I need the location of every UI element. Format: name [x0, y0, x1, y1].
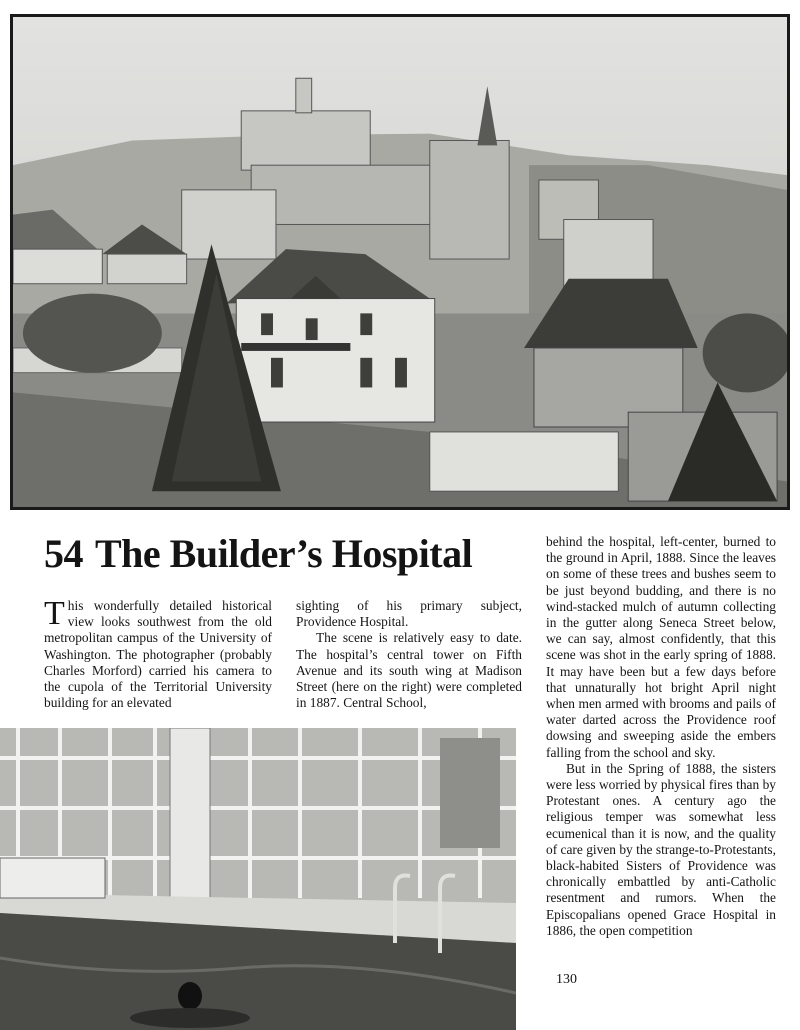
- text-column-1: [44, 595, 272, 711]
- chapter-title: [44, 532, 472, 576]
- paragraph-text: his wonderfully detailed historical view looks southwest from the old metropolitan campus of the University of Washington. The photographer (probably Charles Morford) carried his camera to the cupola of the Territorial University building for an elevated: [44, 598, 272, 711]
- modern-photo-pool: [0, 728, 516, 1030]
- chapter-number: 54: [44, 531, 83, 576]
- paragraph-text: But in the Spring of 1888, the sisters were less worried by physical fires than by Protestant ones. A century ago the religious temper was somewhat less ecumenical than it is now, and the quality of care given by the strange-to-Protestants, black-habited Sisters of Providence was chronically embattled by anti-Catholic resentment and rumors. When the Episcopalians opened Grace Hospital in 1886, the open competition: [546, 760, 776, 938]
- text-column-2: [296, 598, 522, 711]
- historical-photo-hospital: [10, 14, 790, 510]
- drop-cap: T: [44, 595, 65, 632]
- chapter-title-text: The Builder’s Hospital: [95, 531, 473, 576]
- paragraph-text: behind the hospital, left-center, burned to the ground in April, 1888. Since the leaves on some of these trees and bushes seem to be just beyond budding, and there is no wind-stacked mulch of autumn collecting in the gutter along Seneca Street below, we can say, almost confidently, that this scene was shot in the early spring of 1888. It may have been but a few days before that unnaturally hot bright April night when men armed with brooms and pails of water darted across the Providence roof dowsing and sweeping aside the embers falling from the school and sky.: [546, 534, 776, 760]
- page-number: 130: [556, 972, 577, 987]
- text-column-3: [546, 534, 776, 939]
- paragraph-text: sighting of his primary subject, Providence Hospital.: [296, 598, 522, 630]
- paragraph-text: The scene is relatively easy to date. The hospital’s central tower on Fifth Avenue and its south wing at Madison Street (here on the right) were completed in 1887. Central School,: [296, 630, 522, 711]
